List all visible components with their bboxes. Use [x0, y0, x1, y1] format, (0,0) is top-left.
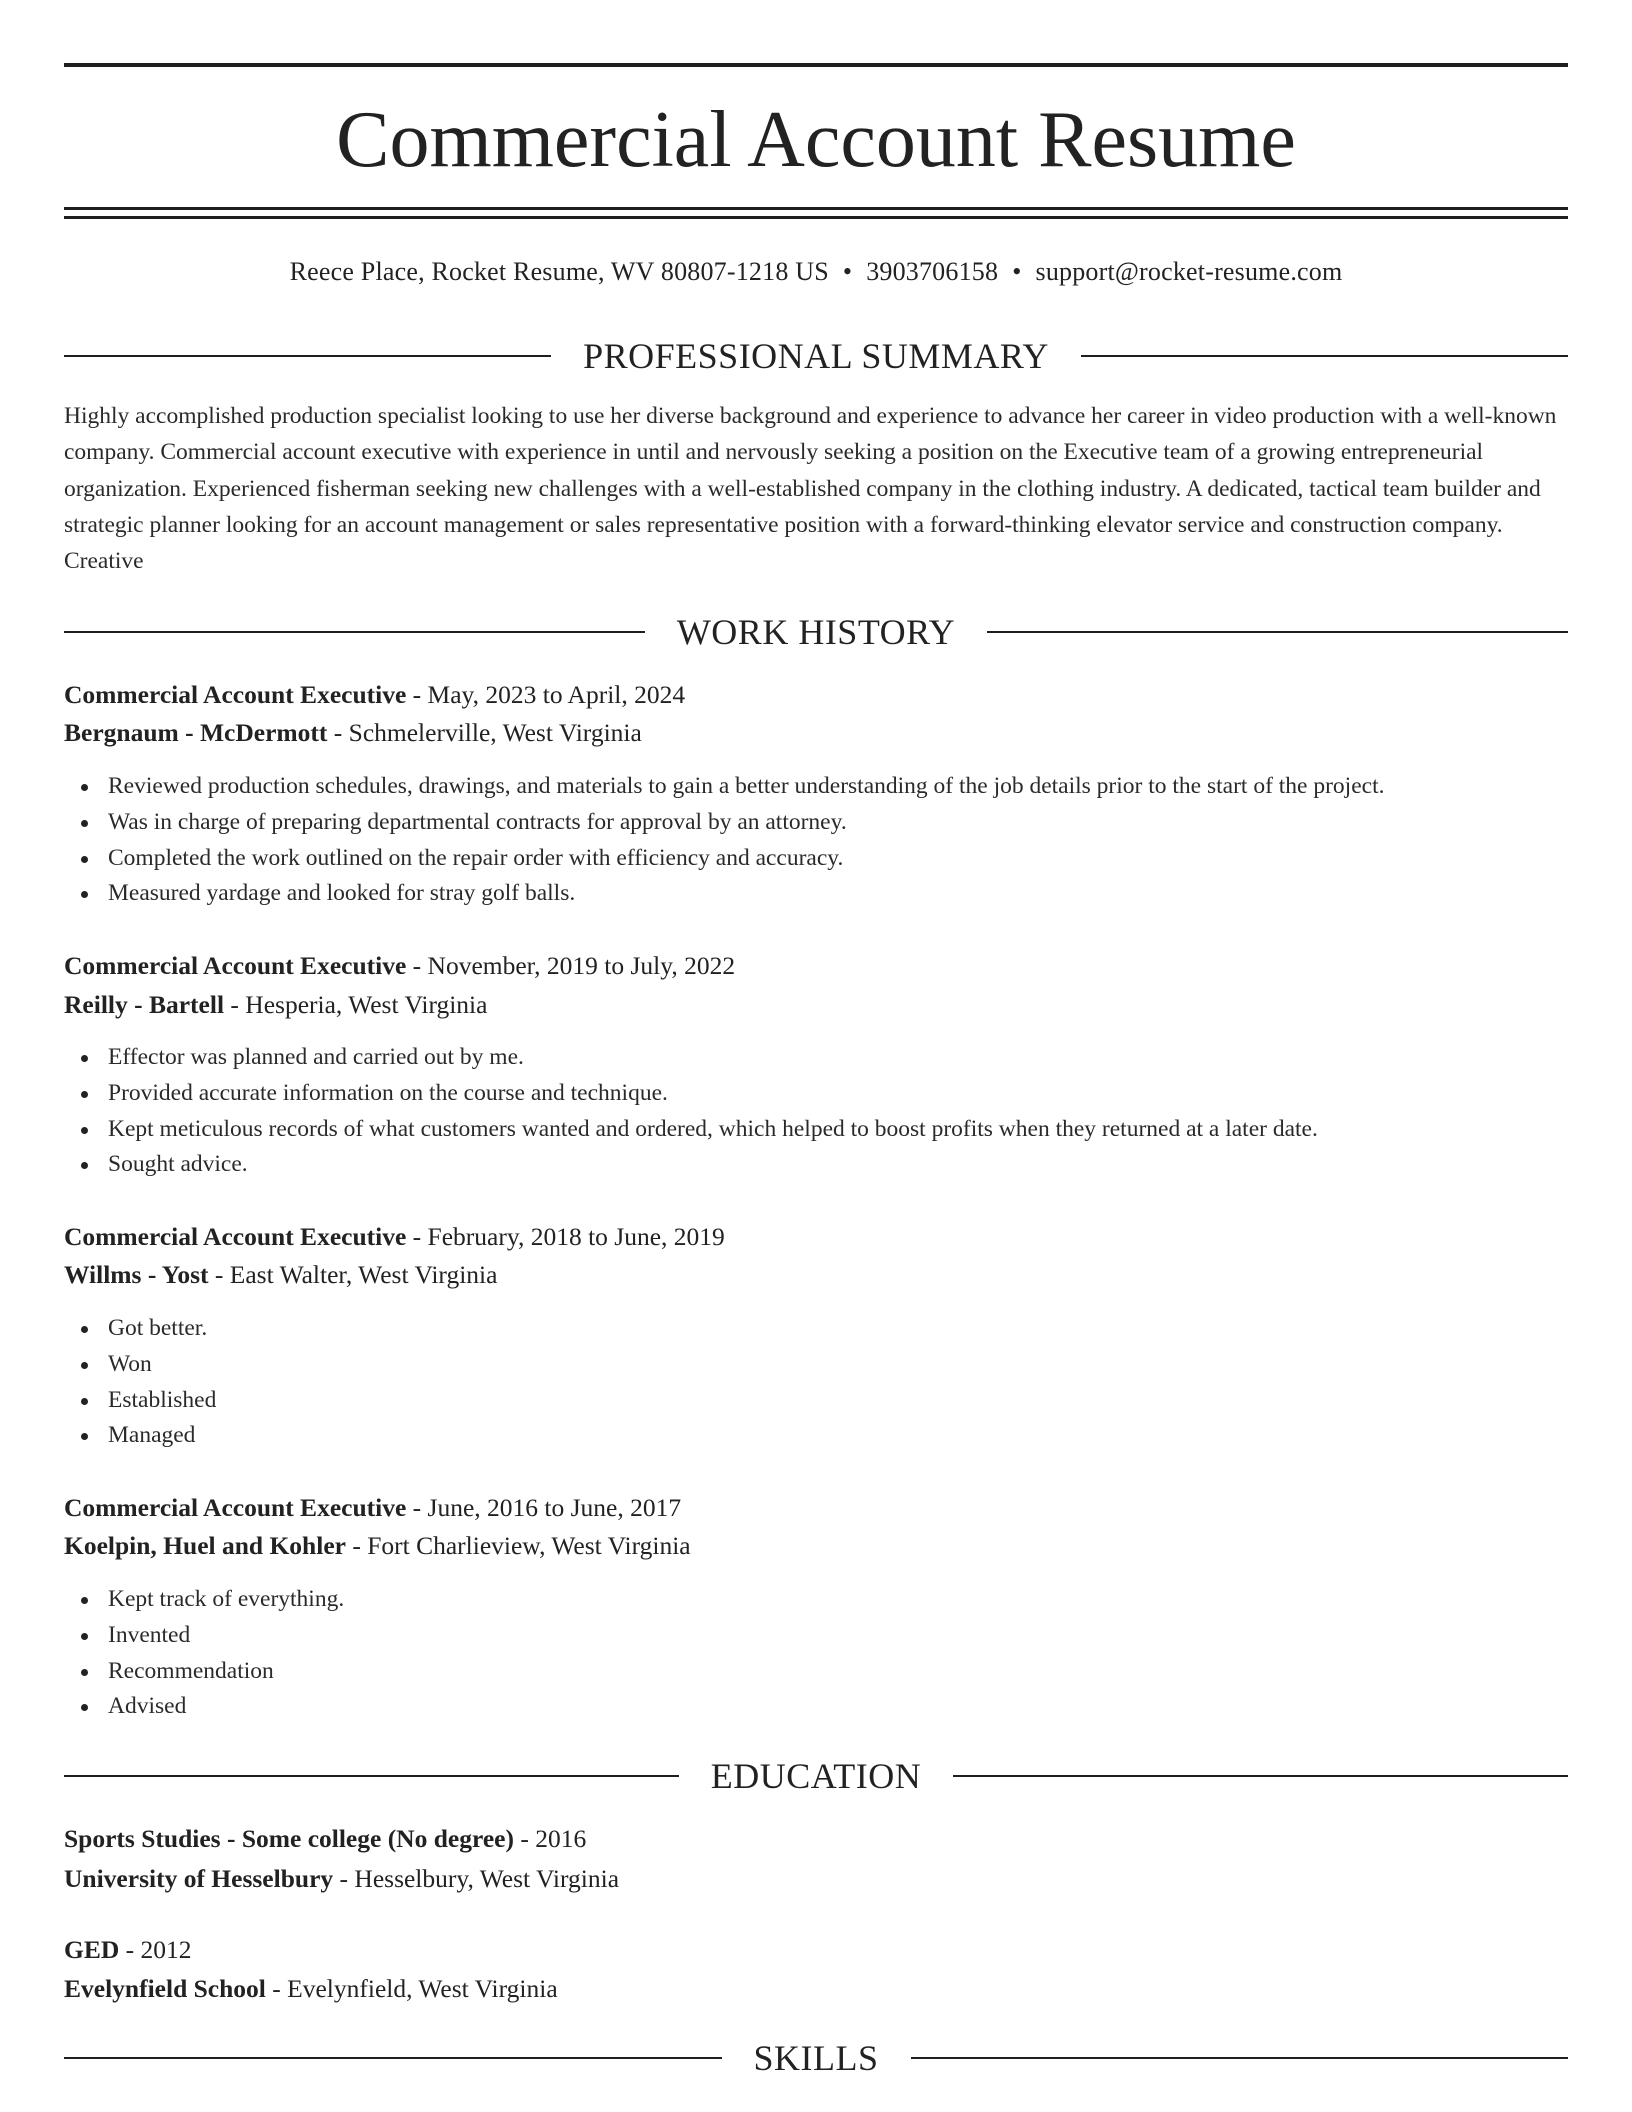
section-heading-label: SKILLS — [753, 2038, 879, 2078]
job-title-line: Commercial Account Executive - November, 2019 to July, 2022 — [64, 951, 736, 980]
job-dates: February, 2018 to June, 2019 — [427, 1222, 725, 1251]
education-school-line: Evelynfield School - Evelynfield, West Virginia — [64, 1974, 558, 2003]
contact-address: Reece Place, Rocket Resume, WV 80807-1218 US — [289, 257, 829, 286]
contact-separator: • — [842, 257, 853, 286]
work-section-heading — [64, 608, 1568, 656]
contact-line — [0, 254, 1632, 290]
job-location: Hesperia, West Virginia — [245, 990, 488, 1019]
job-duty-item: Was in charge of preparing departmental contracts for approval by an attorney. — [64, 805, 1568, 841]
contact-phone: 3903706158 — [866, 257, 999, 286]
heading-rule-right — [1081, 355, 1568, 357]
job-duties-list — [64, 1040, 1568, 1183]
job-duty-item: Invented — [64, 1618, 1568, 1654]
education-year: 2016 — [535, 1824, 587, 1853]
resume-title: Commercial Account Resume — [336, 96, 1296, 184]
job-duty-item: Provided accurate information on the course and technique. — [64, 1076, 1568, 1112]
job-company-line: Willms - Yost - East Walter, West Virginia — [64, 1260, 498, 1289]
job-location: East Walter, West Virginia — [229, 1260, 498, 1289]
education-degree-line: GED - 2012 — [64, 1935, 192, 1964]
heading-rule-right — [953, 1775, 1568, 1777]
title-double-rule-upper — [64, 207, 1568, 210]
heading-rule-left — [64, 1775, 679, 1777]
heading-rule-left — [64, 355, 551, 357]
job-title: Commercial Account Executive — [64, 1493, 407, 1522]
section-heading-label: PROFESSIONAL SUMMARY — [583, 336, 1049, 376]
summary-section-heading — [64, 332, 1568, 380]
section-heading-label: EDUCATION — [710, 1756, 922, 1796]
job-duty-item: Established — [64, 1383, 1568, 1419]
education-degree: GED — [64, 1935, 120, 1964]
job-duties-list — [64, 1582, 1568, 1725]
job-duty-item: Effector was planned and carried out by me. — [64, 1040, 1568, 1076]
education-school: Evelynfield School — [64, 1974, 266, 2003]
job-title: Commercial Account Executive — [64, 680, 407, 709]
contact-separator: • — [1012, 257, 1022, 286]
job-duty-item: Sought advice. — [64, 1147, 1568, 1183]
job-company: Koelpin, Huel and Kohler — [64, 1531, 346, 1560]
job-duty-item: Recommendation — [64, 1654, 1568, 1690]
job-duty-item: Reviewed production schedules, drawings, and materials to gain a better understanding of the job details prior to the start of the project. — [64, 769, 1568, 805]
job-title: Commercial Account Executive — [64, 951, 407, 980]
job-company-line: Koelpin, Huel and Kohler - Fort Charlieview, West Virginia — [64, 1531, 691, 1560]
education-school-line: University of Hesselbury - Hesselbury, West Virginia — [64, 1864, 620, 1893]
job-dates: May, 2023 to April, 2024 — [427, 680, 686, 709]
job-location: Schmelerville, West Virginia — [348, 718, 642, 747]
job-company-line: Reilly - Bartell - Hesperia, West Virginia — [64, 990, 488, 1019]
job-company: Reilly - Bartell — [64, 990, 225, 1019]
job-duty-item: Won — [64, 1347, 1568, 1383]
job-dates: June, 2016 to June, 2017 — [427, 1493, 682, 1522]
job-company: Willms - Yost — [64, 1260, 209, 1289]
job-duty-item: Managed — [64, 1418, 1568, 1454]
education-location: Evelynfield, West Virginia — [287, 1974, 558, 2003]
job-title-line: Commercial Account Executive - February, 2018 to June, 2019 — [64, 1222, 725, 1251]
job-location: Fort Charlieview, West Virginia — [367, 1531, 691, 1560]
job-dates: November, 2019 to July, 2022 — [427, 951, 736, 980]
contact-email: support@rocket-resume.com — [1035, 257, 1343, 286]
education-school: University of Hesselbury — [64, 1864, 334, 1893]
job-title: Commercial Account Executive — [64, 1222, 407, 1251]
job-duties-list — [64, 1311, 1568, 1454]
education-location: Hesselbury, West Virginia — [354, 1864, 620, 1893]
title-double-rule-lower — [64, 216, 1568, 219]
job-title-line: Commercial Account Executive - May, 2023 to April, 2024 — [64, 680, 686, 709]
heading-rule-right — [911, 2057, 1569, 2059]
job-company: Bergnaum - McDermott — [64, 718, 328, 747]
education-section-heading — [64, 1752, 1568, 1800]
job-duty-item: Kept meticulous records of what customers wanted and ordered, which helped to boost profits when they returned at a later date. — [64, 1112, 1568, 1148]
top-rule — [64, 63, 1568, 67]
job-duty-item: Advised — [64, 1689, 1568, 1725]
education-degree-line: Sports Studies - Some college (No degree) - 2016 — [64, 1824, 587, 1853]
education-degree: Sports Studies - Some college (No degree) — [64, 1824, 514, 1853]
education-year: 2012 — [140, 1935, 192, 1964]
job-title-line: Commercial Account Executive - June, 2016 to June, 2017 — [64, 1493, 682, 1522]
job-duty-item: Completed the work outlined on the repair order with efficiency and accuracy. — [64, 841, 1568, 877]
heading-rule-left — [64, 2057, 722, 2059]
job-company-line: Bergnaum - McDermott - Schmelerville, West Virginia — [64, 718, 642, 747]
section-heading-label: WORK HISTORY — [676, 612, 956, 652]
heading-rule-right — [987, 631, 1568, 633]
job-duties-list — [64, 769, 1568, 912]
heading-rule-left — [64, 631, 645, 633]
skills-section-heading — [64, 2034, 1568, 2082]
summary-text: Highly accomplished production specialist looking to use her diverse background and experience to advance her career in video production with a well-known company. Commercial account executive with experience in until and nervously seeking a position on the Executive team of a growing entrepreneurial organization. Experienced fisherman seeking new challenges with a well-established company in the clothing industry. A dedicated, tactical team builder and strategic planner looking for an account management or sales representative position with a forward-thinking elevator service and construction company. Creative — [64, 403, 1557, 575]
job-duty-item: Got better. — [64, 1311, 1568, 1347]
job-duty-item: Kept track of everything. — [64, 1582, 1568, 1618]
job-duty-item: Measured yardage and looked for stray golf balls. — [64, 876, 1568, 912]
